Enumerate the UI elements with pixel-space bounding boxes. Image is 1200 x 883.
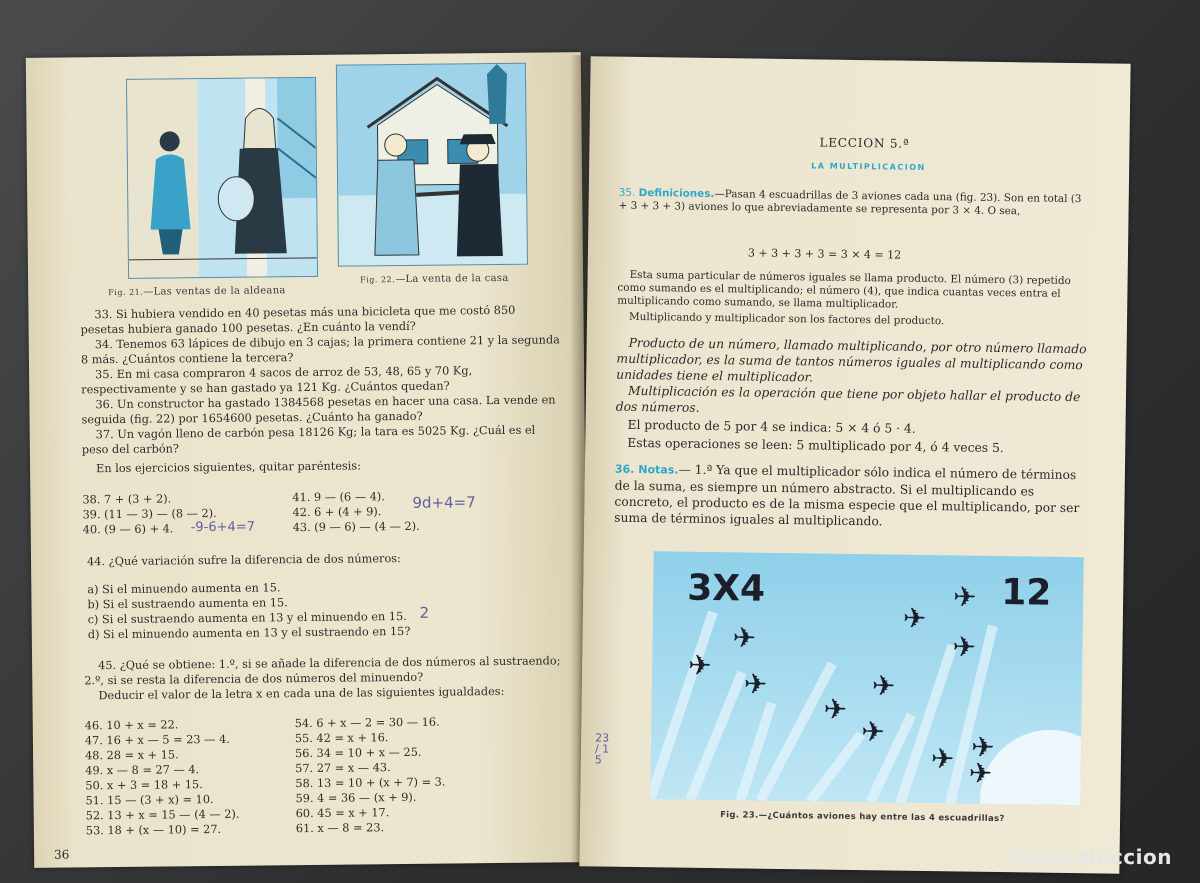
airplane-icon: ✈ — [952, 580, 977, 614]
exercise-41: 41. 9 — (6 — 4). — [292, 490, 385, 505]
fig23-poster — [650, 551, 1083, 805]
fig21-illustration — [126, 77, 318, 279]
problem-35: 35. En mi casa compraron 4 sacos de arroz de 53, 48, 65 y 70 Kg, respectivamente y se han gastado ya 121 Kg. ¿Cuántos quedan? — [81, 364, 473, 396]
fig23-caption: Fig. 23.—¿Cuántos aviones hay entre las 4 escuadrillas? — [720, 810, 1005, 825]
exercise-42: 42. 6 + (4 + 9). — [292, 505, 382, 520]
equation-47: 47. 16 + x — 5 = 23 — 4. — [84, 732, 230, 748]
multiplication-definition: Multiplicación es la operación que tiene por objeto hallar el producto de dos números. — [615, 383, 1081, 415]
equation-61: 61. x — 8 = 23. — [295, 821, 385, 836]
notes-paragraph — [614, 461, 1085, 533]
handwriting-note: 9d+4=7 — [412, 493, 476, 512]
page-number: 36 — [54, 847, 70, 862]
margin-note: 23 / 1 5 — [594, 731, 610, 767]
definitions-paragraph — [618, 187, 1088, 220]
left-page — [26, 52, 589, 868]
equation-46: 46. 10 + x = 22. — [84, 718, 179, 733]
handwriting-note: 2 — [419, 603, 430, 622]
poster-right-text: 12 — [1000, 572, 1052, 614]
airplane-icon: ✈ — [952, 630, 977, 664]
exercise-40: 40. (9 — 6) + 4. — [82, 522, 174, 537]
handwriting-note: -9-6+4=7 — [190, 519, 256, 536]
deduce-intro: Deducir el valor de la letra x en cada una de las siguientes igualdades: — [98, 684, 505, 703]
fig22-caption: Fig. 22.—La venta de la casa — [360, 272, 509, 286]
question-45: 45. ¿Qué se obtiene: 1.º, si se añade la diferencia de dos números al sustraendo; 2.º, si se resta la diferencia de dos números del minuendo? — [84, 654, 561, 687]
question-44: 44. ¿Qué variación sufre la diferencia de dos números: — [86, 552, 401, 569]
product-paragraph: Esta suma particular de números iguales se llama producto. El número (3) repetido como sumando es el multiplicando; el número (4), que indica cuantas veces entra el multiplicando como sumando, se llama multiplicador. — [617, 268, 1071, 311]
village-woman-illustration — [127, 78, 317, 278]
airplane-icon: ✈ — [930, 742, 955, 776]
equation-50: 50. x + 3 = 18 + 15. — [85, 778, 203, 793]
problem-36: 36. Un constructor ha gastado 1384568 pesetas en hacer una casa. La vende en seguida (fig. 22) por 1654600 pesetas. ¿Cuánto ha ganado? — [81, 393, 556, 426]
equation-55: 55. 42 = x + 16. — [294, 731, 389, 746]
equation-56: 56. 34 = 10 + x — 25. — [295, 745, 422, 761]
exercise-39: 39. (11 — 3) — (8 — 2). — [82, 506, 217, 522]
problem-37: 37. Un vagón lleno de carbón pesa 18126 Kg; la tara es 5025 Kg. ¿Cuál es el peso del carbón? — [81, 423, 536, 456]
poster-left-text: 3X4 — [686, 567, 766, 610]
airplane-icon: ✈ — [743, 667, 768, 701]
problem-33: 33. Si hubiera vendido en 40 pesetas más una bicicleta que me costó 850 pesetas hubiera ganado 100 pesetas. ¿En cuánto la vendí? — [80, 303, 516, 336]
notes-label: Notas. — [638, 462, 679, 477]
main-equation: 3 + 3 + 3 + 3 = 3 × 4 = 12 — [747, 246, 902, 262]
equation-57: 57. 27 = x — 43. — [295, 761, 391, 776]
product-definition: Producto de un número, llamado multiplicando, por otro número llamado multiplicador, es la suma de tantos números iguales al multiplicando como unidades tiene el multiplicador. — [616, 335, 1087, 385]
airplane-icon: ✈ — [902, 601, 927, 636]
right-page — [579, 56, 1130, 873]
notes-number: 36. — [614, 462, 635, 476]
fig22-illustration — [336, 63, 528, 267]
parentheses-intro: En los ejercicios siguientes, quitar paréntesis: — [96, 459, 362, 476]
notes-text: — 1.ª Ya que el multiplicador sólo indica el número de términos de la suma, es siempre un número abstracto. Si el multiplicando es concreto, el producto es de la misma especie que el multiplicando, por ser suma de términos iguales al multiplicando. — [614, 462, 1080, 529]
lesson-title: LECCION 5.ª — [819, 135, 910, 151]
equation-49: 49. x — 8 = 27 — 4. — [85, 763, 200, 778]
equation-54: 54. 6 + x — 2 = 30 — 16. — [294, 715, 440, 731]
problem-34: 34. Tenemos 63 lápices de dibujo en 3 cajas; la primera contiene 21 y la segunda 8 más. ¿Cuántos contiene la tercera? — [80, 333, 560, 366]
q44-option-c: c) Si el sustraendo aumenta en 13 y el minuendo en 15. — [87, 609, 407, 627]
factors-paragraph: Multiplicando y multiplicador son los factores del producto. — [628, 310, 945, 328]
airplane-icon: ✈ — [871, 669, 896, 703]
airplane-icon: ✈ — [970, 730, 995, 764]
equation-52: 52. 13 + x = 15 — (4 — 2). — [85, 807, 240, 823]
airplane-icon: ✈ — [968, 756, 993, 790]
def-label: Definiciones. — [638, 186, 715, 201]
def-text: —Pasan 4 escuadrillas de 3 aviones cada una (fig. 23). Son en total (3 + 3 + 3 + 3) aviones lo que abreviadamente se representa por 3 × 4. O sea, — [618, 188, 1082, 218]
equation-53: 53. 18 + (x — 10) = 27. — [85, 822, 222, 838]
q44-option-a: a) Si el minuendo aumenta en 15. — [87, 581, 281, 597]
airplane-icon: ✈ — [687, 648, 712, 683]
equation-51: 51. 15 — (3 + x) = 10. — [85, 793, 214, 808]
equation-58: 58. 13 = 10 + (x + 7) = 3. — [295, 775, 446, 791]
exercise-43: 43. (9 — 6) — (4 — 2). — [292, 519, 420, 535]
fig21-caption: Fig. 21.—Las ventas de la aldeana — [108, 285, 286, 298]
airplane-icon: ✈ — [861, 715, 885, 749]
equation-59: 59. 4 = 36 — (x + 9). — [295, 790, 417, 806]
equation-48: 48. 28 = x + 15. — [85, 748, 179, 763]
indication-line: El producto de 5 por 4 se indica: 5 × 4 ó 5 · 4. — [627, 417, 916, 436]
house-sale-illustration — [337, 64, 527, 266]
watermark-logo: todocoleccion — [1009, 845, 1172, 869]
q44-option-b: b) Si el sustraendo aumenta en 15. — [87, 596, 288, 612]
exercise-38: 38. 7 + (3 + 2). — [82, 492, 172, 507]
q44-option-d: d) Si el minuendo aumenta en 13 y el sustraendo en 15? — [87, 624, 411, 642]
lesson-subtitle: LA MULTIPLICACION — [811, 161, 926, 172]
equation-60: 60. 45 = x + 17. — [295, 806, 390, 821]
def-number: 35. — [618, 186, 636, 199]
reading-line: Estas operaciones se leen: 5 multiplicado por 4, ó 4 veces 5. — [627, 435, 1004, 456]
airplane-icon: ✈ — [823, 692, 848, 726]
airplane-icon: ✈ — [732, 621, 757, 655]
